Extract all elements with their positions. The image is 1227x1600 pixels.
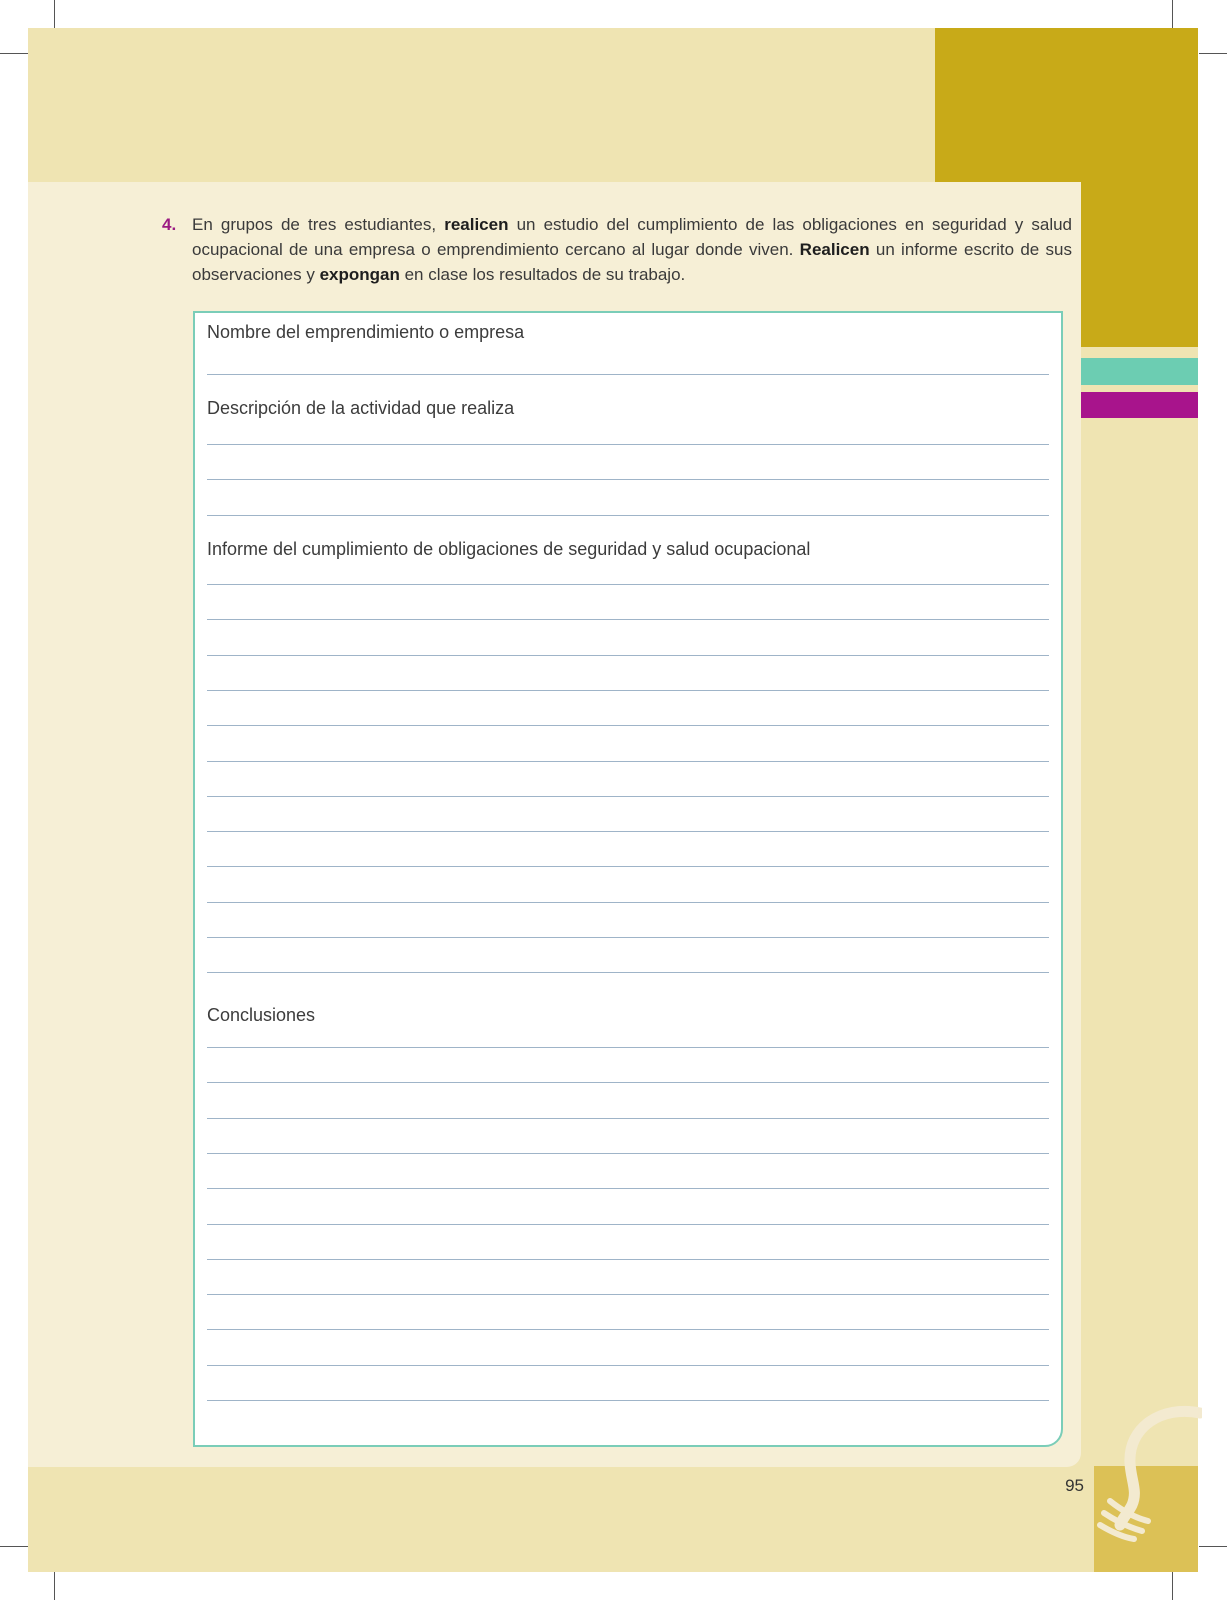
- decorative-teal-tab: [1081, 358, 1198, 385]
- section-label-descripcion: Descripción de la actividad que realiza: [207, 398, 515, 418]
- crop-mark: [1199, 53, 1227, 54]
- writing-line-conclusiones[interactable]: [207, 1400, 1049, 1401]
- writing-line-informe[interactable]: [207, 866, 1049, 867]
- writing-line-descripcion[interactable]: [207, 479, 1049, 480]
- crop-mark: [1199, 1546, 1227, 1547]
- question-keyword: realicen: [444, 215, 509, 234]
- worksheet-form: [193, 311, 1063, 1447]
- crop-mark: [54, 0, 55, 28]
- writing-line-descripcion[interactable]: [207, 444, 1049, 445]
- question-text-part: un estudio del cumplimiento de las obligaciones en seguridad y salud ocupacional de una empresa o emprendimiento cercano al lugar donde viven.: [192, 215, 1073, 259]
- question-text: [192, 212, 1072, 287]
- writing-line-conclusiones[interactable]: [207, 1047, 1049, 1048]
- writing-line-informe[interactable]: [207, 937, 1049, 938]
- writing-line-conclusiones[interactable]: [207, 1224, 1049, 1225]
- decorative-magenta-tab: [1081, 392, 1198, 418]
- crop-mark: [0, 1546, 28, 1547]
- section-label-conclusiones: Conclusiones: [207, 1005, 316, 1025]
- question-number: 4.: [162, 215, 177, 234]
- question-text-part: un informe escrito de sus observaciones y: [192, 240, 1072, 284]
- question-keyword: expongan: [319, 265, 400, 284]
- writing-line-conclusiones[interactable]: [207, 1329, 1049, 1330]
- writing-line-informe[interactable]: [207, 831, 1049, 832]
- writing-line-conclusiones[interactable]: [207, 1365, 1049, 1366]
- question-text-part: En grupos de tres estudiantes,: [192, 215, 445, 234]
- section-label-informe: Informe del cumplimiento de obligaciones de seguridad y salud ocupacional: [207, 539, 811, 559]
- writing-line-informe[interactable]: [207, 902, 1049, 903]
- crop-mark: [54, 1572, 55, 1600]
- writing-line-informe[interactable]: [207, 690, 1049, 691]
- writing-line-nombre[interactable]: [207, 374, 1049, 375]
- page-number: 95: [1065, 1476, 1084, 1495]
- writing-line-conclusiones[interactable]: [207, 1188, 1049, 1189]
- question-block: [162, 212, 1072, 287]
- writing-line-informe[interactable]: [207, 655, 1049, 656]
- writing-line-informe[interactable]: [207, 584, 1049, 585]
- question-keyword: Realicen: [799, 240, 870, 259]
- crop-mark: [1172, 0, 1173, 28]
- writing-line-informe[interactable]: [207, 761, 1049, 762]
- writing-line-conclusiones[interactable]: [207, 1259, 1049, 1260]
- writing-line-conclusiones[interactable]: [207, 1153, 1049, 1154]
- writing-line-informe[interactable]: [207, 619, 1049, 620]
- writing-line-informe[interactable]: [207, 796, 1049, 797]
- writing-line-informe[interactable]: [207, 725, 1049, 726]
- question-text-part: en clase los resultados de su trabajo.: [399, 265, 686, 284]
- writing-line-descripcion[interactable]: [207, 515, 1049, 516]
- writing-line-conclusiones[interactable]: [207, 1294, 1049, 1295]
- crop-mark: [0, 53, 28, 54]
- section-label-nombre: Nombre del emprendimiento o empresa: [207, 322, 525, 342]
- writing-line-conclusiones[interactable]: [207, 1118, 1049, 1119]
- writing-line-conclusiones[interactable]: [207, 1082, 1049, 1083]
- lightbulb-icon: [1092, 1405, 1202, 1545]
- writing-line-informe[interactable]: [207, 972, 1049, 973]
- crop-mark: [1172, 1572, 1173, 1600]
